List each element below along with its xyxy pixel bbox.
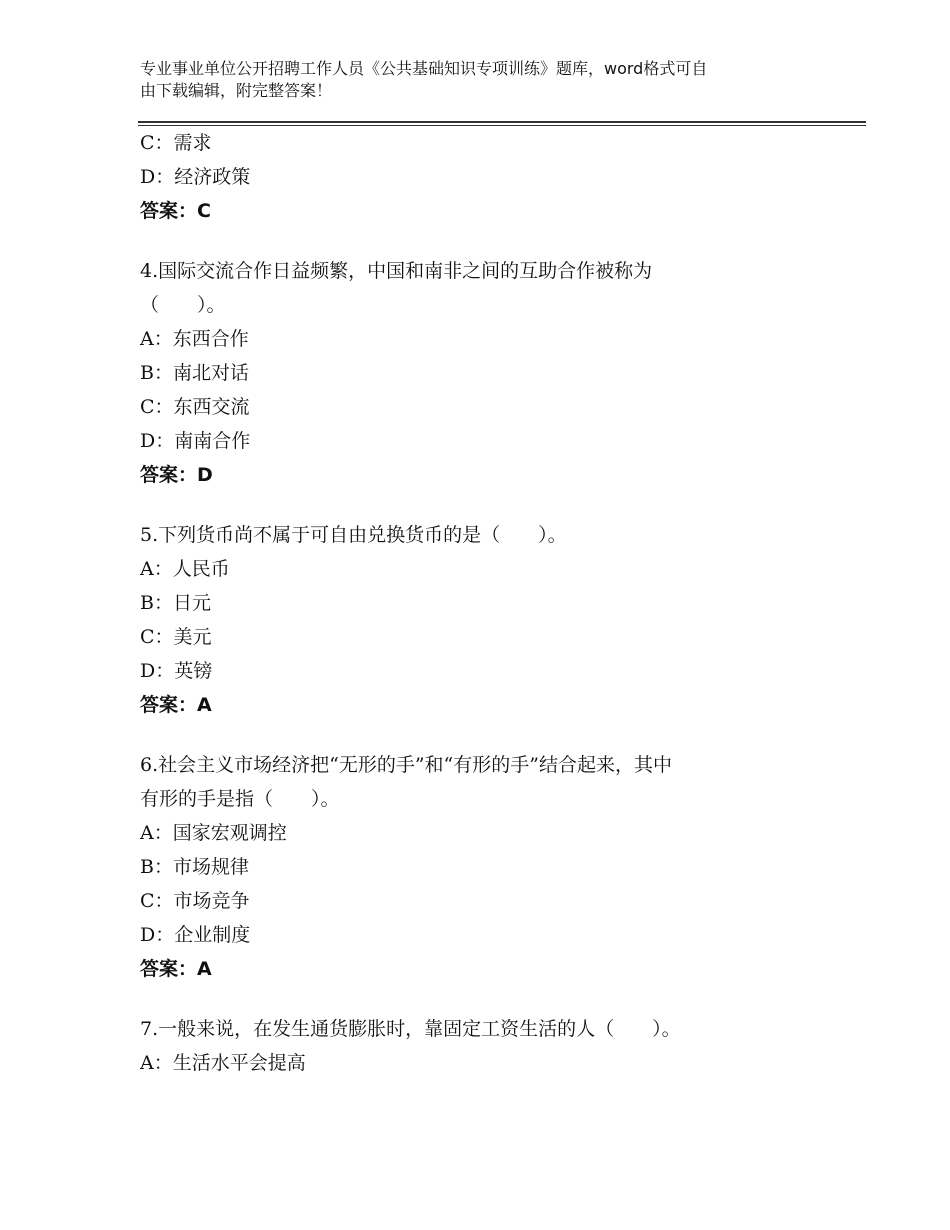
answer-line: 答案：C: [140, 200, 211, 222]
answer-line: 答案：A: [140, 694, 212, 716]
answer-line: 答案：D: [140, 464, 213, 486]
answer-line: 答案：A: [140, 958, 212, 980]
option-b: B：南北对话: [140, 362, 249, 384]
option-d: D：南南合作: [140, 430, 251, 452]
spacer: [140, 492, 830, 518]
option-b: B：市场规律: [140, 856, 249, 878]
option-a: A：东西合作: [140, 328, 249, 350]
option-c: C：东西交流: [140, 396, 250, 418]
question-block-4: [140, 254, 830, 492]
option-a: A：人民币: [140, 558, 230, 580]
header-rule-thick: [138, 121, 866, 123]
option-c: C：美元: [140, 626, 212, 648]
question-text: 7.一般来说，在发生通货膨胀时，靠固定工资生活的人（ ）。: [140, 1018, 681, 1040]
question-block-7: [140, 1012, 830, 1080]
spacer: [140, 986, 830, 1012]
option-d: D：企业制度: [140, 924, 251, 946]
header-line-1: 专业事业单位公开招聘工作人员《公共基础知识专项训练》题库，word格式可自: [140, 59, 708, 78]
option-d: D：英镑: [140, 660, 213, 682]
document-body: [140, 126, 830, 1080]
spacer: [140, 228, 830, 254]
question-text: 5.下列货币尚不属于可自由兑换货币的是（ ）。: [140, 524, 567, 546]
option-d: D：经济政策: [140, 166, 251, 188]
option-a: A：生活水平会提高: [140, 1052, 306, 1074]
header-line-2: 由下载编辑，附完整答案！: [140, 81, 333, 100]
question-block-5: [140, 518, 830, 722]
option-b: B：日元: [140, 592, 211, 614]
document-header: [140, 58, 810, 102]
option-a: A：国家宏观调控: [140, 822, 287, 844]
option-c: C：需求: [140, 132, 212, 154]
question-text: 有形的手是指（ ）。: [140, 788, 340, 810]
question-block-6: [140, 748, 830, 986]
question-text: 4.国际交流合作日益频繁，中国和南非之间的互助合作被称为: [140, 260, 653, 282]
option-c: C：市场竞争: [140, 890, 250, 912]
question-text: 6.社会主义市场经济把“无形的手”和“有形的手”结合起来，其中: [140, 754, 672, 776]
question-block-3: [140, 126, 830, 228]
question-text: （ ）。: [140, 294, 226, 316]
spacer: [140, 722, 830, 748]
